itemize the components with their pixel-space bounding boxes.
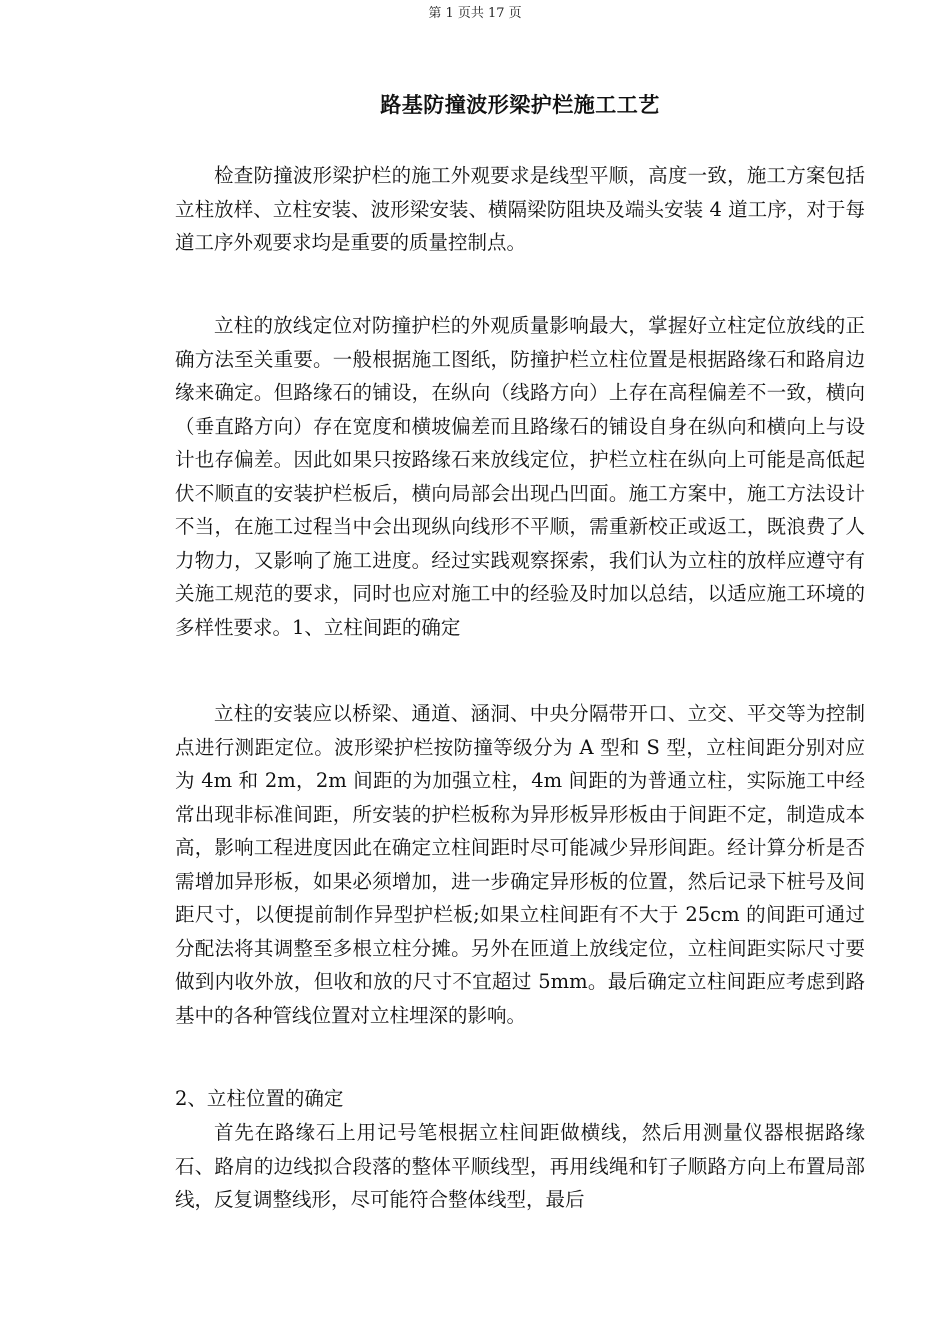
paragraph-text: 立柱的安装应以桥梁、通道、涵洞、中央分隔带开口、立交、平交等为控制点进行测距定位。波形梁护栏按防撞等级分为 A 型和 S 型，立柱间距分别对应为 4m 和 2m，2m 间距的为加强立柱，4m 间距的为普通立柱，实际施工中经常出现非标准间距，所安装的护栏板称为异形板异形板由于间距不定，制造成本高，影响工程进度因此在确定立柱间距时尽可能减少异形间距。经计算分析是否需增加异形板，如果必须增加，进一步确定异形板的位置，然后记录下桩号及间距尺寸，以便提前制作异型护栏板;如果立柱间距有不大于 25cm 的间距可通过分配法将其调整至多根立柱分摊。另外在匝道上放线定位，立柱间距实际尺寸要做到内收外放，但收和放的尺寸不宜超过 5mm。最后确定立柱间距应考虑到路基中的各种管线位置对立柱埋深的影响。 [175, 702, 865, 1027]
section-heading-post-position [175, 1082, 865, 1116]
paragraph-post-position-method [175, 1116, 865, 1217]
page-number-header: 第 1 页共 17 页 [428, 6, 522, 21]
paragraph-post-spacing [175, 697, 865, 1032]
paragraph-text: 立柱的放线定位对防撞护栏的外观质量影响最大，掌握好立柱定位放线的正确方法至关重要。一般根据施工图纸，防撞护栏立柱位置是根据路缘石和路肩边缘来确定。但路缘石的铺设，在纵向（线路方向）上存在高程偏差不一致，横向（垂直路方向）存在宽度和横坡偏差而且路缘石的铺设自身在纵向和横向上与设计也存偏差。因此如果只按路缘石来放线定位，护栏立柱在纵向上可能是高低起伏不顺直的安装护栏板后，横向局部会出现凸凹面。施工方案中，施工方法设计不当，在施工过程当中会出现纵向线形不平顺，需重新校正或返工，既浪费了人力物力，又影响了施工进度。经过实践观察探索，我们认为立柱的放样应遵守有关施工规范的要求，同时也应对施工中的经验及时加以总结，以适应施工环境的多样性要求。1、立柱间距的确定 [175, 314, 865, 639]
paragraph-intro [175, 159, 865, 260]
document-title: 路基防撞波形梁护栏施工工艺 [380, 92, 660, 117]
section-heading-text: 2、立柱位置的确定 [175, 1087, 344, 1110]
paragraph-text: 首先在路缘石上用记号笔根据立柱间距做横线，然后用测量仪器根据路缘石、路肩的边线拟合段落的整体平顺线型，再用线绳和钉子顺路方向上布置局部线，反复调整线形，尽可能符合整体线型，最后 [175, 1121, 865, 1211]
paragraph-post-positioning [175, 309, 865, 644]
paragraph-text: 检查防撞波形梁护栏的施工外观要求是线型平顺，高度一致，施工方案包括立柱放样、立柱安装、波形梁安装、横隔梁防阻块及端头安装 4 道工序，对于每道工序外观要求均是重要的质量控制点。 [175, 164, 865, 254]
